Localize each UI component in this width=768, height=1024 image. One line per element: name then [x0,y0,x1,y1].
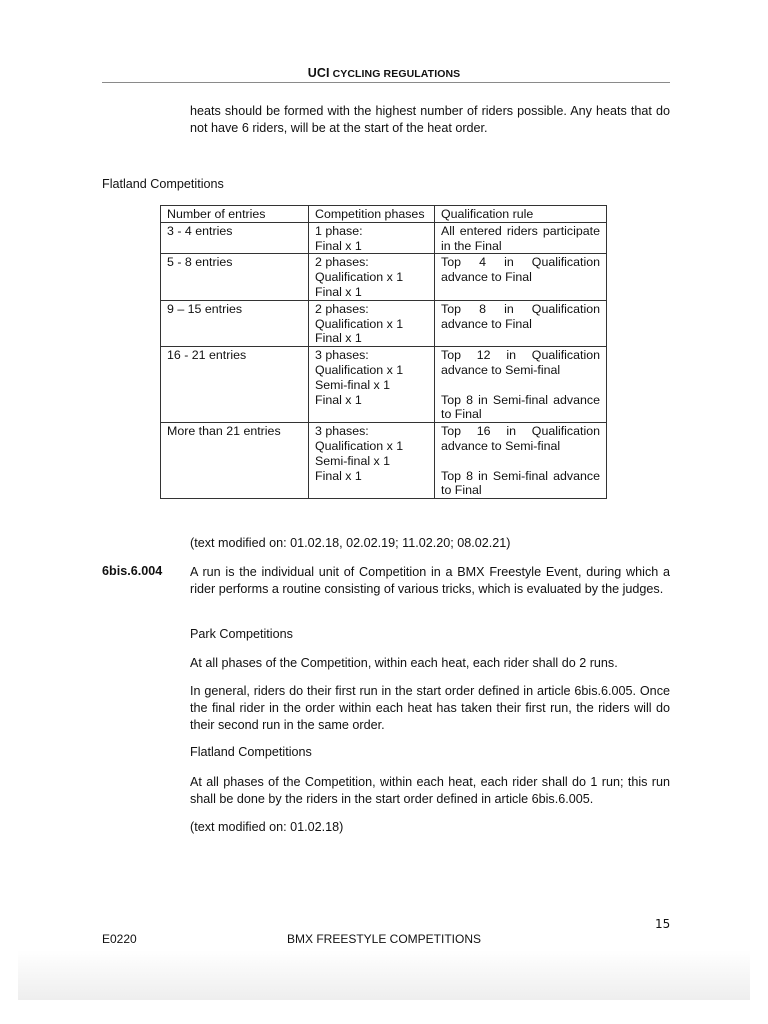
rule-text: Top 16 in Qualification advance to Semi-final [441,424,600,453]
table-header-cell: Qualification rule [435,206,607,223]
phases-cell [309,300,435,346]
phase-line: 2 phases: [315,301,369,316]
page-bottom-shadow [18,950,750,1000]
phase-line: 3 phases: [315,424,369,439]
modification-note-2: (text modified on: 01.02.18) [190,820,344,834]
entries-cell: More than 21 entries [161,423,309,499]
phase-line: Final x 1 [315,468,362,483]
rule-cell [435,222,607,254]
rule-text: All entered riders participate in the Final [441,223,600,253]
phase-line: 1 phase: [315,223,363,238]
header-divider [102,82,670,83]
header-org: UCI [307,66,330,80]
phases-cell [309,423,435,499]
rule-text: Top 8 in Qualification advance to Final [441,301,600,331]
phases-cell [309,254,435,300]
phase-line: Qualification x 1 [315,362,404,377]
park-paragraph-2: In general, riders do their first run in the start order defined in article 6bis.6.005. Once the final rider in the order within each heat has taken their first run, the riders will do their second run in the same order. [190,684,670,732]
entries-cell: 3 - 4 entries [161,222,309,254]
rule-cell [435,347,607,423]
rule-cell [435,254,607,300]
phases-cell [309,222,435,254]
table-header-cell: Number of entries [161,206,309,223]
rule-cell [435,423,607,499]
table-row [161,347,607,423]
phase-line: Final x 1 [315,238,362,253]
park-paragraph-1: At all phases of the Competition, within each heat, each rider shall do 2 runs. [190,656,618,670]
phase-line: 2 phases: [315,255,369,270]
phase-line: Qualification x 1 [315,438,404,453]
phase-line: 3 phases: [315,348,369,363]
article-text: A run is the individual unit of Competition in a BMX Freestyle Event, during which a rider performs a routine consisting of various tricks, which is evaluated by the judges. [190,565,670,596]
flatland-heading: Flatland Competitions [102,177,224,191]
table-row [161,222,607,254]
rule-text: Top 12 in Qualification advance to Semi-final [441,348,600,377]
entries-cell: 5 - 8 entries [161,254,309,300]
phase-line: Qualification x 1 [315,270,404,285]
rule-text: Top 8 in Semi-final advance to Final [441,468,600,498]
phase-line: Final x 1 [315,392,362,407]
entries-cell: 9 – 15 entries [161,300,309,346]
flatland-heading-2: Flatland Competitions [190,745,312,759]
phase-line: Final x 1 [315,331,362,346]
table-header-cell: Competition phases [309,206,435,223]
entries-cell: 16 - 21 entries [161,347,309,423]
running-header [0,66,768,80]
table-header-row [161,206,607,223]
park-heading: Park Competitions [190,627,293,641]
intro-paragraph: heats should be formed with the highest number of riders possible. Any heats that do not have 6 riders, will be at the start of the heat order. [190,104,670,135]
rule-text: Top 8 in Semi-final advance to Final [441,392,600,422]
rule-cell [435,300,607,346]
rule-text: Top 4 in Qualification advance to Final [441,255,600,285]
table-row [161,300,607,346]
article-number: 6bis.6.004 [102,564,163,578]
header-title: CYCLING REGULATIONS [332,68,461,80]
page-number: 15 [655,917,671,931]
table-row [161,423,607,499]
flatland-phases-table [160,205,607,499]
phase-line: Qualification x 1 [315,316,404,331]
footer-code: E0220 [102,932,137,946]
phase-line: Semi-final x 1 [315,453,391,468]
table-row [161,254,607,300]
phase-line: Semi-final x 1 [315,377,391,392]
footer-title: BMX FREESTYLE COMPETITIONS [286,932,482,946]
flatland-paragraph: At all phases of the Competition, within each heat, each rider shall do 1 run; this run shall be done by the riders in the start order defined in article 6bis.6.005. [190,775,670,806]
modification-note: (text modified on: 01.02.18, 02.02.19; 11.02.20; 08.02.21) [190,536,511,550]
phase-line: Final x 1 [315,284,362,299]
phases-cell [309,347,435,423]
